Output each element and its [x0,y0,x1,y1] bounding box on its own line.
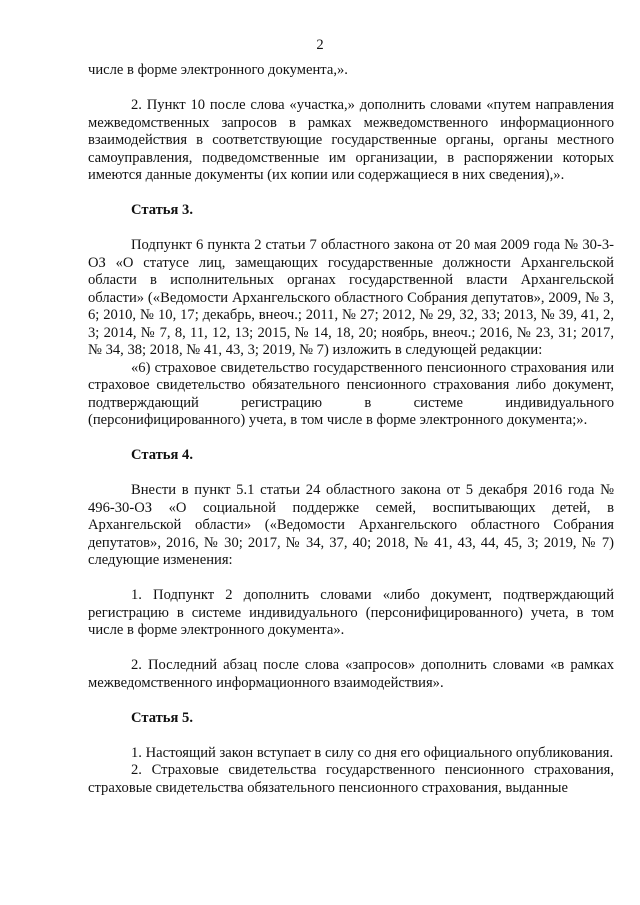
page-number: 2 [316,37,324,53]
article-5-item-2: 2. Страховые свидетельства государственного пенсионного страхования, страховые свидетельства обязательного пенсионного страхования, выданные [88,762,614,796]
article-4-paragraph: Внести в пункт 5.1 статьи 24 областного закона от 5 декабря 2016 года № 496-30-ОЗ «О социальной поддержке семей, воспитывающих детей, в Архангельской области» («Ведомости Архангельского областного Собрания депутатов», 2016, № 30; 2017, № 34, 37, 40; 2018, № 41, 43, 44, 45, 3; 2019, № 7) следующие изменения: [88,482,614,568]
document-body [88,62,614,797]
article-4-heading: Статья 4. [131,447,193,463]
article-3-heading: Статья 3. [131,202,193,218]
article-5-heading: Статья 5. [131,709,193,726]
paragraph-continuation: числе в форме электронного документа,». [88,62,348,78]
article-4-item-2: 2. Последний абзац после слова «запросов» дополнить словами «в рамках межведомственного информационного взаимодействия». [88,657,614,691]
article-4-item-1: 1. Подпункт 2 дополнить словами «либо документ, подтверждающий регистрацию в системе индивидуального (персонифицированного) учета, в том числе в форме электронного документа». [88,587,614,638]
article-3-quoted-text: «6) страховое свидетельство государственного пенсионного страхования или страховое свидетельство обязательного пенсионного страхования либо документ, подтверждающий регистрацию в системе индивидуального (персонифицированного) учета, в том числе в форме электронного документа;». [88,359,614,428]
article-5-item-1: 1. Настоящий закон вступает в силу со дня его официального опубликования. [131,744,614,761]
article-3-paragraph: Подпункт 6 пункта 2 статьи 7 областного закона от 20 мая 2009 года № 30-3-ОЗ «О статусе лиц, замещающих государственные должности Архангельской области в исполнительных органах государственной власти Архангельской области» («Ведомости Архангельского областного Собрания депутатов», 2009, № 3, 6; 2010, № 10, 17; декабрь, внеоч.; 2011, № 27; 2012, № 29, 32, 33; 2013, № 39, 41, 2, 3; 2014, № 7, 8, 11, 12, 13; 2015, № 14, 18, 20; ноябрь, внеоч.; 2016, № 23, 31; 2017, № 34, 38; 2018, № 41, 43, 3; 2019, № 7) изложить в следующей редакции: [88,237,614,358]
paragraph-amendment-item-10: 2. Пункт 10 после слова «участка,» дополнить словами «путем направления межведомственных запросов в рамках межведомственного информационного взаимодействия в соответствующие государственные органы, органы местного самоуправления, подведомственные им организации, в распоряжении которых имеются данные документы (их копии или содержащиеся в них сведения),». [88,97,614,183]
